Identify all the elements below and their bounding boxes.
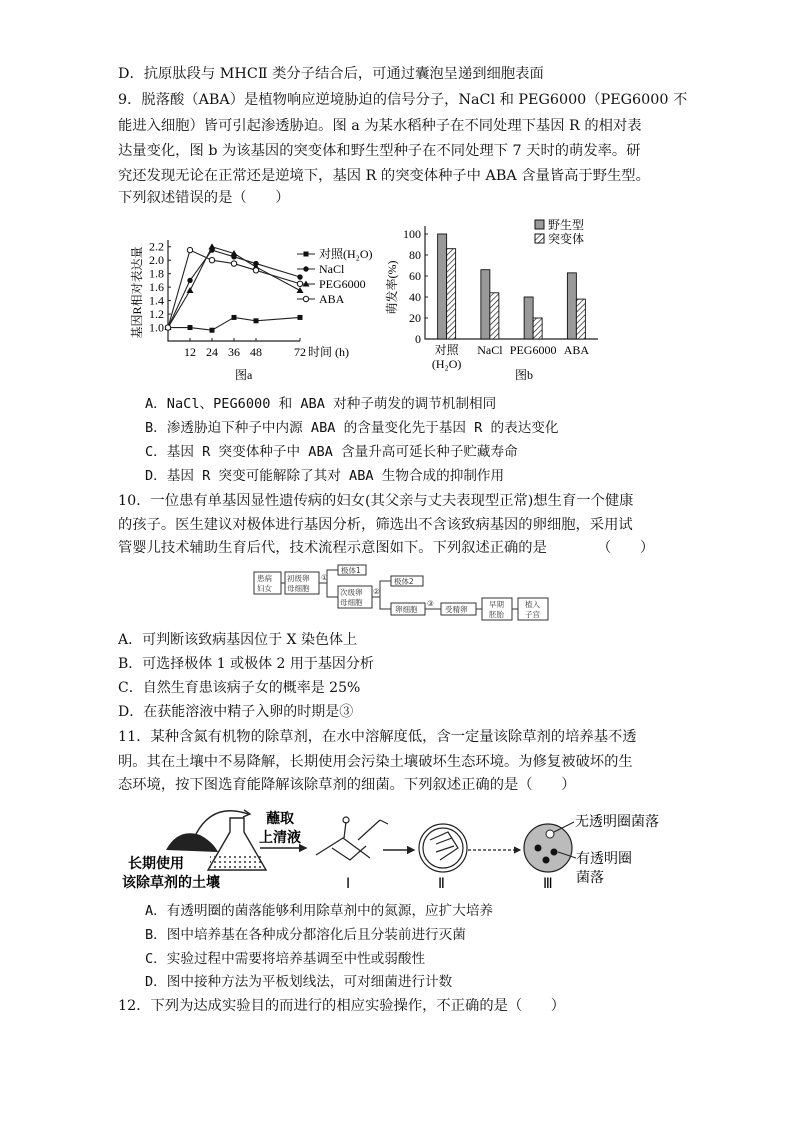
x-tick-label: 36 [228, 345, 240, 359]
data-point [209, 258, 214, 263]
legend-marker [303, 296, 308, 301]
y-tick-label: 80 [409, 248, 421, 262]
data-point [232, 315, 237, 320]
q11-stem-line1: 11．某种含氮有机物的除草剂，在水中溶解度低，含一定量该除草剂的培养基不透 [118, 729, 637, 745]
svg-text:有透明圈: 有透明圈 [576, 851, 632, 867]
q11-option-a[interactable]: A．有透明圈的菌落能够利用除草剂中的氮源，应扩大培养 [145, 903, 494, 919]
svg-text:上清液: 上清液 [259, 830, 301, 846]
x-tick-label: 48 [250, 345, 262, 359]
figure-a-caption: 图a [235, 368, 253, 382]
y-tick-label: 2.2 [149, 239, 164, 254]
data-point [188, 325, 193, 330]
soil-mound [166, 833, 218, 852]
svg-text:Ⅰ: Ⅰ [346, 876, 351, 892]
bar-mutant [533, 318, 542, 339]
bar-wild [524, 297, 533, 339]
q9-stem-line5: 下列叙述错误的是（ ） [118, 190, 290, 206]
streak-plate [419, 824, 467, 872]
q12-stem: 12．下列为达成实验目的而进行的相应实验操作，不正确的是（ ） [118, 998, 566, 1014]
svg-text:次级卵: 次级卵 [340, 588, 363, 597]
y-tick-label: 1.0 [149, 320, 164, 335]
bar-mutant [447, 249, 456, 339]
bar-mutant [490, 293, 499, 339]
x-tick-label: 24 [206, 345, 218, 359]
q9-stem-line1: 9．脱落酸（ABA）是植物响应逆境胁迫的信号分子，NaCl 和 PEG6000（PEG6000 不 [118, 92, 688, 108]
data-point [231, 261, 236, 266]
legend-swatch-mutant [535, 234, 544, 243]
q10-option-a[interactable]: A．可判断该致病基因位于 X 染色体上 [118, 632, 357, 648]
x-tick-label: 72 [294, 345, 306, 359]
svg-text:卵细胞: 卵细胞 [395, 605, 418, 614]
y-axis-label: 基因R相对表达量 [130, 246, 144, 339]
data-point [187, 247, 192, 252]
data-point [297, 274, 302, 279]
conical-flask [208, 818, 266, 870]
svg-text:极体1: 极体1 [341, 566, 361, 575]
option-d-prev: D．抗原肽段与 MHCⅡ 类分子结合后，可通过囊泡呈递到细胞表面 [118, 66, 544, 82]
q10-stem-line1: 10．一位患有单基因显性遗传病的妇女(其父亲与丈夫表现型正常)想生育一个健康 [118, 493, 634, 509]
figure-b-caption: 图b [515, 368, 534, 382]
legend-label: 突变体 [548, 232, 585, 246]
q9-option-a[interactable]: A．NaCl、PEG6000 和 ABA 对种子萌发的调节机制相同 [145, 396, 497, 412]
svg-text:无透明圈菌落: 无透明圈菌落 [575, 814, 659, 830]
svg-text:该除草剂的土壤: 该除草剂的土壤 [122, 875, 220, 891]
data-point [297, 281, 302, 286]
q9-option-c[interactable]: C．基因 R 突变体种子中 ABA 含量升高可延长种子贮藏寿命 [145, 444, 518, 460]
svg-text:子宫: 子宫 [525, 610, 540, 619]
y-tick-label: 0 [415, 332, 421, 346]
q10-option-d[interactable]: D．在获能溶液中精子入卵的时期是③ [118, 704, 354, 720]
category-label: NaCl [477, 343, 503, 357]
svg-text:①: ① [321, 573, 328, 582]
q11-option-d[interactable]: D．图中接种方法为平板划线法，可对细菌进行计数 [145, 974, 453, 990]
figure-b-bar-chart [380, 214, 630, 384]
q10-option-c[interactable]: C．自然生育患该病子女的概率是 25% [118, 680, 361, 696]
y-tick-label: 1.8 [149, 266, 164, 281]
data-point [165, 325, 170, 330]
y-tick-label: 1.6 [149, 280, 164, 295]
category-label: ABA [563, 343, 590, 357]
svg-text:受精卵: 受精卵 [445, 605, 468, 614]
q10-flowchart [252, 564, 582, 629]
category-label: 对照 [434, 343, 459, 357]
legend-marker [303, 266, 308, 271]
data-point [187, 278, 192, 283]
data-point [254, 318, 259, 323]
inoculation-loop-step [316, 817, 388, 860]
bar-wild [481, 270, 490, 339]
svg-text:③: ③ [427, 599, 434, 608]
q10-option-b[interactable]: B．可选择极体 1 或极体 2 用于基因分析 [118, 656, 374, 672]
q9-option-d[interactable]: D．基因 R 突变可能解除了其对 ABA 生物合成的抑制作用 [145, 468, 505, 484]
svg-text:母细胞: 母细胞 [287, 584, 310, 593]
legend-label: PEG6000 [319, 277, 366, 291]
svg-text:母细胞: 母细胞 [340, 598, 363, 607]
svg-text:初级卵: 初级卵 [287, 574, 310, 583]
svg-text:胚胎: 胚胎 [489, 610, 504, 619]
bar-wild [567, 273, 576, 339]
svg-text:妇女: 妇女 [257, 584, 272, 593]
svg-text:植入: 植入 [525, 600, 540, 609]
q10-stem-line3: 管婴儿技术辅助生育后代，技术流程示意图如下。下列叙述正确的是 （ ） [118, 540, 655, 556]
svg-text:菌落: 菌落 [576, 870, 604, 886]
q9-stem-line3: 达量变化，图 b 为该基因的突变体和野生型种子在不同处理下 7 天时的萌发率。研 [118, 143, 641, 159]
x-tick-label: 12 [184, 345, 196, 359]
category-label: PEG6000 [509, 343, 557, 357]
data-point [298, 315, 303, 320]
legend-label: NaCl [319, 262, 345, 276]
figure-a-line-chart [125, 222, 373, 392]
y-tick-label: 20 [409, 311, 421, 325]
colony-plate [524, 822, 576, 872]
y-tick-label: 40 [409, 290, 421, 304]
svg-text:长期使用: 长期使用 [128, 856, 184, 872]
q11-option-b[interactable]: B．图中培养基在各种成分都溶化后且分装前进行灭菌 [145, 927, 466, 943]
q9-stem-line2: 能进入细胞）皆可引起渗透胁迫。图 a 为某水稻种子在不同处理下基因 R 的相对表 [118, 118, 642, 134]
q9-stem-line4: 究还发现无论在正常还是逆境下，基因 R 的突变体种子中 ABA 含量皆高于野生型。 [118, 168, 650, 184]
y-tick-label: 60 [409, 269, 421, 283]
data-point [210, 328, 215, 333]
data-point [297, 287, 304, 293]
y-tick-label: 2.0 [149, 253, 164, 268]
data-point [253, 268, 258, 273]
q11-procedure-figure [118, 800, 678, 895]
category-sublabel: (H₂O) [431, 357, 462, 371]
legend-marker [304, 252, 309, 257]
x-axis-label: 时间 (h) [308, 345, 349, 359]
data-point [187, 287, 194, 293]
data-point [209, 243, 216, 249]
y-tick-label: 1.2 [149, 307, 164, 322]
legend-label: 野生型 [548, 218, 585, 232]
svg-text:Ⅲ: Ⅲ [543, 876, 553, 892]
svg-text:②: ② [373, 587, 380, 596]
y-tick-label: 1.4 [149, 293, 164, 308]
svg-text:蘸取: 蘸取 [266, 811, 294, 827]
bar-wild [438, 234, 447, 339]
q11-stem-line3: 态环境，按下图选育能降解该除草剂的细菌。下列叙述正确的是（ ） [118, 777, 576, 793]
legend-label: 对照(H₂O) [319, 247, 373, 261]
bar-mutant [576, 299, 585, 339]
q11-option-c[interactable]: C．实验过程中需要将培养基调至中性或弱酸性 [145, 951, 426, 967]
svg-text:极体2: 极体2 [394, 577, 414, 586]
q10-stem-line2: 的孩子。医生建议对极体进行基因分析，筛选出不含该致病基因的卵细胞，采用试 [118, 517, 633, 533]
svg-text:患病: 患病 [257, 574, 272, 583]
y-axis-label: 萌发率(%) [385, 260, 399, 315]
svg-text:早期: 早期 [489, 600, 504, 609]
legend-swatch-wild [535, 220, 544, 229]
y-tick-label: 100 [403, 227, 421, 241]
legend-label: ABA [319, 292, 345, 306]
q11-stem-line2: 明。其在土壤中不易降解，长期使用会污染土壤破坏生态环境。为修复被破坏的生 [118, 754, 633, 770]
svg-text:Ⅱ: Ⅱ [438, 876, 445, 892]
q9-option-b[interactable]: B．渗透胁迫下种子中内源 ABA 的含量变化先于基因 R 的表达变化 [145, 420, 559, 436]
